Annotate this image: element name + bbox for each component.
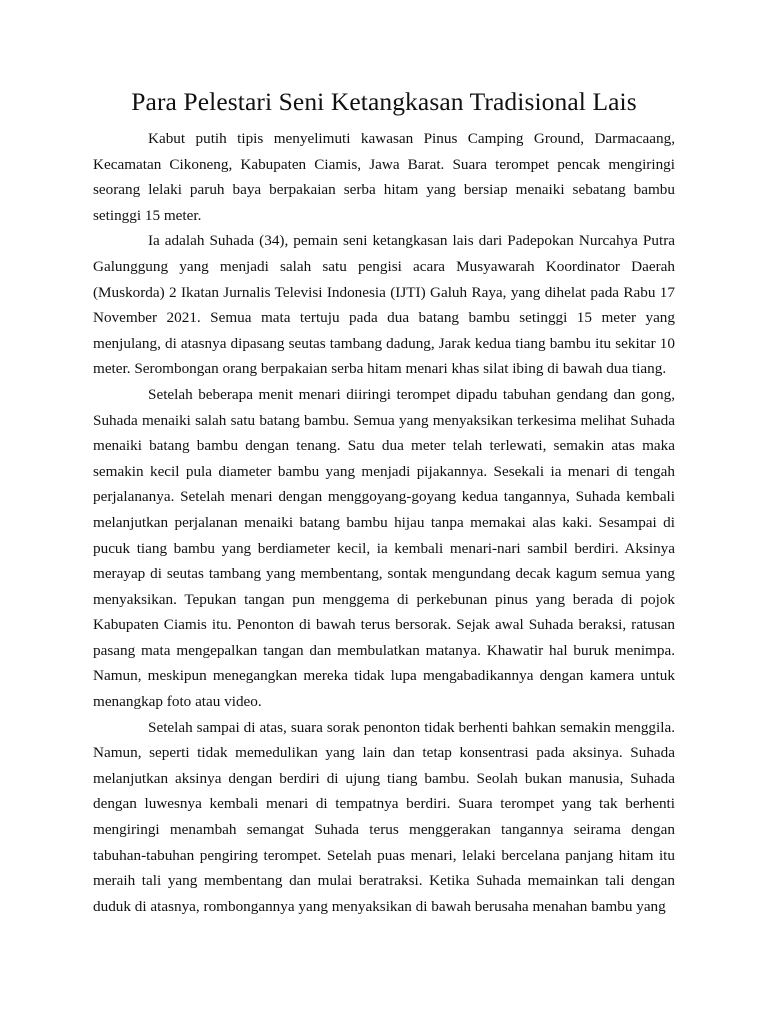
paragraph-1: Kabut putih tipis menyelimuti kawasan Pinus Camping Ground, Darmacaang, Kecamatan Cikoneng, Kabupaten Ciamis, Jawa Barat. Suara terompet pencak mengiringi seorang lelaki paruh baya berpakaian serba hitam yang bersiap menaiki sebatang bambu setinggi 15 meter.	[93, 130, 675, 224]
paragraph-4: Setelah sampai di atas, suara sorak penonton tidak berhenti bahkan semakin menggila. Namun, seperti tidak memedulikan yang lain dan tetap konsentrasi pada aksinya. Suhada melanjutkan aksinya dengan berdiri di ujung tiang bambu. Seolah bukan manusia, Suhada dengan luwesnya kembali menari di tempatnya berdiri. Suara terompet yang tak berhenti mengiringi menambah semangat Suhada terus menggerakan tangannya seirama dengan tabuhan-tabuhan pengiring terompet. Setelah puas menari, lelaki bercelana panjang hitam itu meraih tali yang membentang dan mulai beratraksi. Ketika Suhada memainkan tali dengan duduk di atasnya, rombongannya yang menyaksikan di bawah berusaha menahan bambu yang	[93, 718, 675, 915]
document-page	[93, 86, 675, 919]
paragraph-2: Ia adalah Suhada (34), pemain seni ketangkasan lais dari Padepokan Nurcahya Putra Galunggung yang menjadi salah satu pengisi acara Musyawarah Koordinator Daerah (Muskorda) 2 Ikatan Jurnalis Televisi Indonesia (IJTI) Galuh Raya, yang dihelat pada Rabu 17 November 2021. Semua mata tertuju pada dua batang bambu setinggi 15 meter yang menjulang, di atasnya dipasang seutas tambang dadung, Jarak kedua tiang bambu itu sekitar 10 meter. Serombongan orang berpakaian serba hitam menari khas silat ibing di bawah dua tiang.	[93, 232, 675, 378]
document-title: Para Pelestari Seni Ketangkasan Tradisional Lais	[131, 87, 637, 116]
paragraph-3: Setelah beberapa menit menari diiringi terompet dipadu tabuhan gendang dan gong, Suhada menaiki salah satu batang bambu. Semua yang menyaksikan terkesima melihat Suhada menaiki batang bambu dengan tenang. Satu dua meter telah terlewati, semakin atas maka semakin kecil pula diameter bambu yang menjadi pijakannya. Sesekali ia menari di tengah perjalananya. Setelah menari dengan menggoyang-goyang kedua tangannya, Suhada kembali melanjutkan perjalanan menaiki batang bambu hijau tanpa memakai alas kaki. Sesampai di pucuk tiang bambu yang berdiameter kecil, ia kembali menari-nari sambil berdiri. Aksinya merayap di seutas tambang yang membentang, sontak mengundang decak kagum semua yang menyaksikan. Tepukan tangan pun menggema di perkebunan pinus yang berada di pojok Kabupaten Ciamis itu. Penonton di bawah terus bersorak. Sejak awal Suhada beraksi, ratusan pasang mata mengepalkan tangan dan membulatkan matanya. Khawatir hal buruk menimpa. Namun, meskipun menegangkan mereka tidak lupa mengabadikannya dengan kamera untuk menangkap foto atau video.	[93, 385, 675, 711]
